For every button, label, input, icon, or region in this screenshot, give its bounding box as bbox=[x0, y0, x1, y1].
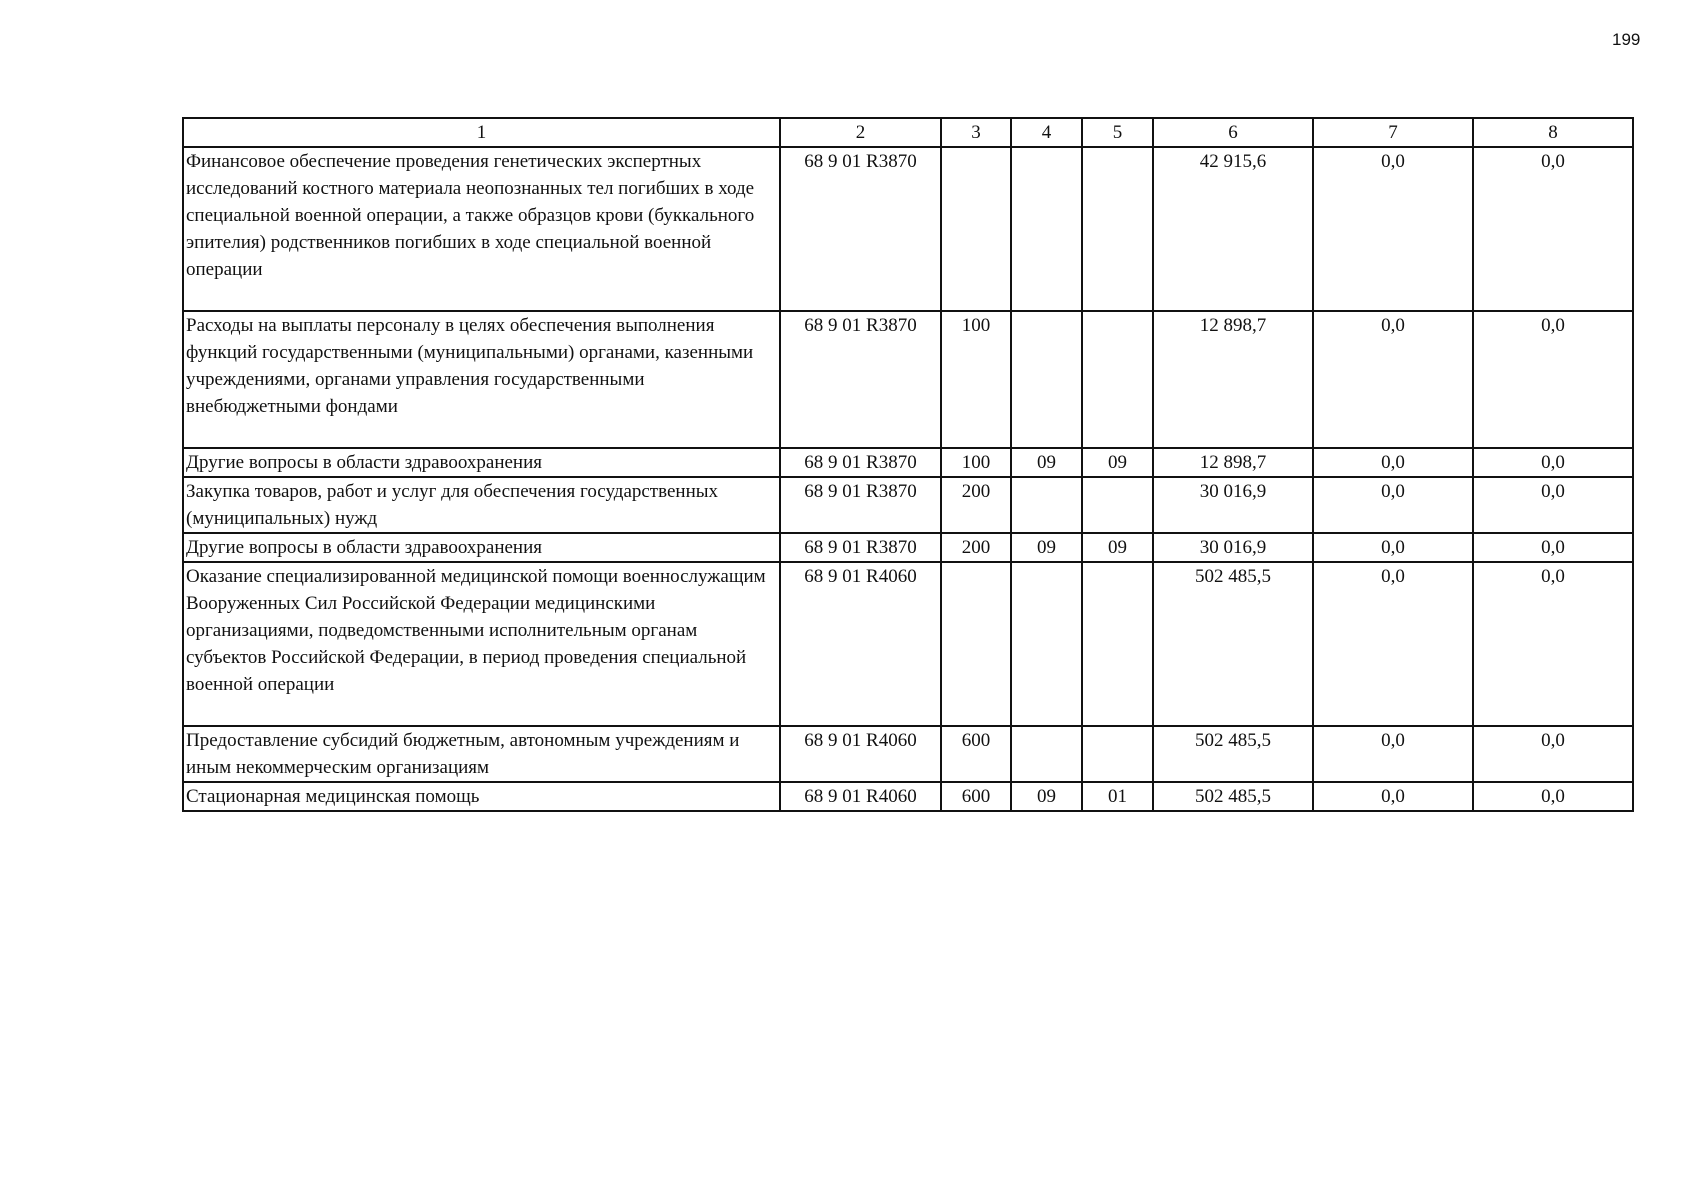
row-subsection bbox=[1082, 562, 1153, 726]
row-code: 68 9 01 R4060 bbox=[780, 782, 941, 811]
row-expense-type bbox=[941, 562, 1011, 726]
row-amount-7: 0,0 bbox=[1313, 311, 1473, 448]
row-section: 09 bbox=[1011, 448, 1082, 477]
row-section bbox=[1011, 311, 1082, 448]
row-amount-8: 0,0 bbox=[1473, 448, 1633, 477]
column-header: 7 bbox=[1313, 118, 1473, 147]
row-section: 09 bbox=[1011, 782, 1082, 811]
row-amount-8: 0,0 bbox=[1473, 533, 1633, 562]
row-amount-6: 502 485,5 bbox=[1153, 782, 1313, 811]
row-amount-7: 0,0 bbox=[1313, 533, 1473, 562]
row-code: 68 9 01 R3870 bbox=[780, 533, 941, 562]
row-name: Закупка товаров, работ и услуг для обеспечения государственных (муниципальных) нужд bbox=[183, 477, 780, 533]
row-name: Финансовое обеспечение проведения генетических экспертных исследований костного материала неопознанных тел погибших в ходе специальной военной операции, а также образцов крови (буккального эпителия) родственников погибших в ходе специальной военной операции bbox=[183, 147, 780, 311]
row-subsection: 09 bbox=[1082, 448, 1153, 477]
row-amount-7: 0,0 bbox=[1313, 562, 1473, 726]
table-row bbox=[183, 562, 1633, 726]
column-header: 3 bbox=[941, 118, 1011, 147]
row-amount-6: 30 016,9 bbox=[1153, 477, 1313, 533]
row-subsection bbox=[1082, 311, 1153, 448]
row-section bbox=[1011, 562, 1082, 726]
table-row bbox=[183, 147, 1633, 311]
row-name: Стационарная медицинская помощь bbox=[183, 782, 780, 811]
row-amount-7: 0,0 bbox=[1313, 448, 1473, 477]
row-expense-type: 600 bbox=[941, 782, 1011, 811]
column-header: 6 bbox=[1153, 118, 1313, 147]
row-name: Предоставление субсидий бюджетным, автономным учреждениям и иным некоммерческим организациям bbox=[183, 726, 780, 782]
budget-table bbox=[182, 117, 1634, 812]
table-row bbox=[183, 726, 1633, 782]
row-amount-6: 12 898,7 bbox=[1153, 311, 1313, 448]
row-amount-6: 30 016,9 bbox=[1153, 533, 1313, 562]
row-subsection bbox=[1082, 726, 1153, 782]
table-header-row bbox=[183, 118, 1633, 147]
row-subsection: 01 bbox=[1082, 782, 1153, 811]
table-row bbox=[183, 782, 1633, 811]
row-name: Другие вопросы в области здравоохранения bbox=[183, 448, 780, 477]
row-code: 68 9 01 R4060 bbox=[780, 562, 941, 726]
row-amount-8: 0,0 bbox=[1473, 726, 1633, 782]
row-amount-8: 0,0 bbox=[1473, 147, 1633, 311]
row-expense-type: 200 bbox=[941, 533, 1011, 562]
row-expense-type: 600 bbox=[941, 726, 1011, 782]
row-name: Расходы на выплаты персоналу в целях обеспечения выполнения функций государственными (муниципальными) органами, казенными учреждениями, органами управления государственными внебюджетными фондами bbox=[183, 311, 780, 448]
row-subsection bbox=[1082, 147, 1153, 311]
row-amount-6: 502 485,5 bbox=[1153, 562, 1313, 726]
column-header: 5 bbox=[1082, 118, 1153, 147]
row-code: 68 9 01 R3870 bbox=[780, 448, 941, 477]
row-code: 68 9 01 R3870 bbox=[780, 311, 941, 448]
row-amount-8: 0,0 bbox=[1473, 311, 1633, 448]
row-amount-8: 0,0 bbox=[1473, 782, 1633, 811]
row-expense-type: 200 bbox=[941, 477, 1011, 533]
row-code: 68 9 01 R3870 bbox=[780, 147, 941, 311]
table-row bbox=[183, 533, 1633, 562]
row-amount-7: 0,0 bbox=[1313, 726, 1473, 782]
row-expense-type: 100 bbox=[941, 311, 1011, 448]
row-section bbox=[1011, 147, 1082, 311]
row-subsection bbox=[1082, 477, 1153, 533]
row-expense-type: 100 bbox=[941, 448, 1011, 477]
column-header: 1 bbox=[183, 118, 780, 147]
row-code: 68 9 01 R4060 bbox=[780, 726, 941, 782]
row-name: Другие вопросы в области здравоохранения bbox=[183, 533, 780, 562]
row-section bbox=[1011, 726, 1082, 782]
table-row bbox=[183, 448, 1633, 477]
column-header: 8 bbox=[1473, 118, 1633, 147]
row-amount-6: 502 485,5 bbox=[1153, 726, 1313, 782]
table-row bbox=[183, 311, 1633, 448]
row-section bbox=[1011, 477, 1082, 533]
row-amount-8: 0,0 bbox=[1473, 562, 1633, 726]
table-row bbox=[183, 477, 1633, 533]
row-amount-7: 0,0 bbox=[1313, 477, 1473, 533]
page-number: 199 bbox=[1612, 30, 1641, 49]
row-amount-7: 0,0 bbox=[1313, 782, 1473, 811]
column-header: 4 bbox=[1011, 118, 1082, 147]
row-subsection: 09 bbox=[1082, 533, 1153, 562]
row-section: 09 bbox=[1011, 533, 1082, 562]
row-code: 68 9 01 R3870 bbox=[780, 477, 941, 533]
row-amount-7: 0,0 bbox=[1313, 147, 1473, 311]
column-header: 2 bbox=[780, 118, 941, 147]
row-name: Оказание специализированной медицинской помощи военнослужащим Вооруженных Сил Российской Федерации медицинскими организациями, подведомственными исполнительным органам субъектов Российской Федерации, в период проведения специальной военной операции bbox=[183, 562, 780, 726]
row-expense-type bbox=[941, 147, 1011, 311]
row-amount-8: 0,0 bbox=[1473, 477, 1633, 533]
row-amount-6: 12 898,7 bbox=[1153, 448, 1313, 477]
row-amount-6: 42 915,6 bbox=[1153, 147, 1313, 311]
